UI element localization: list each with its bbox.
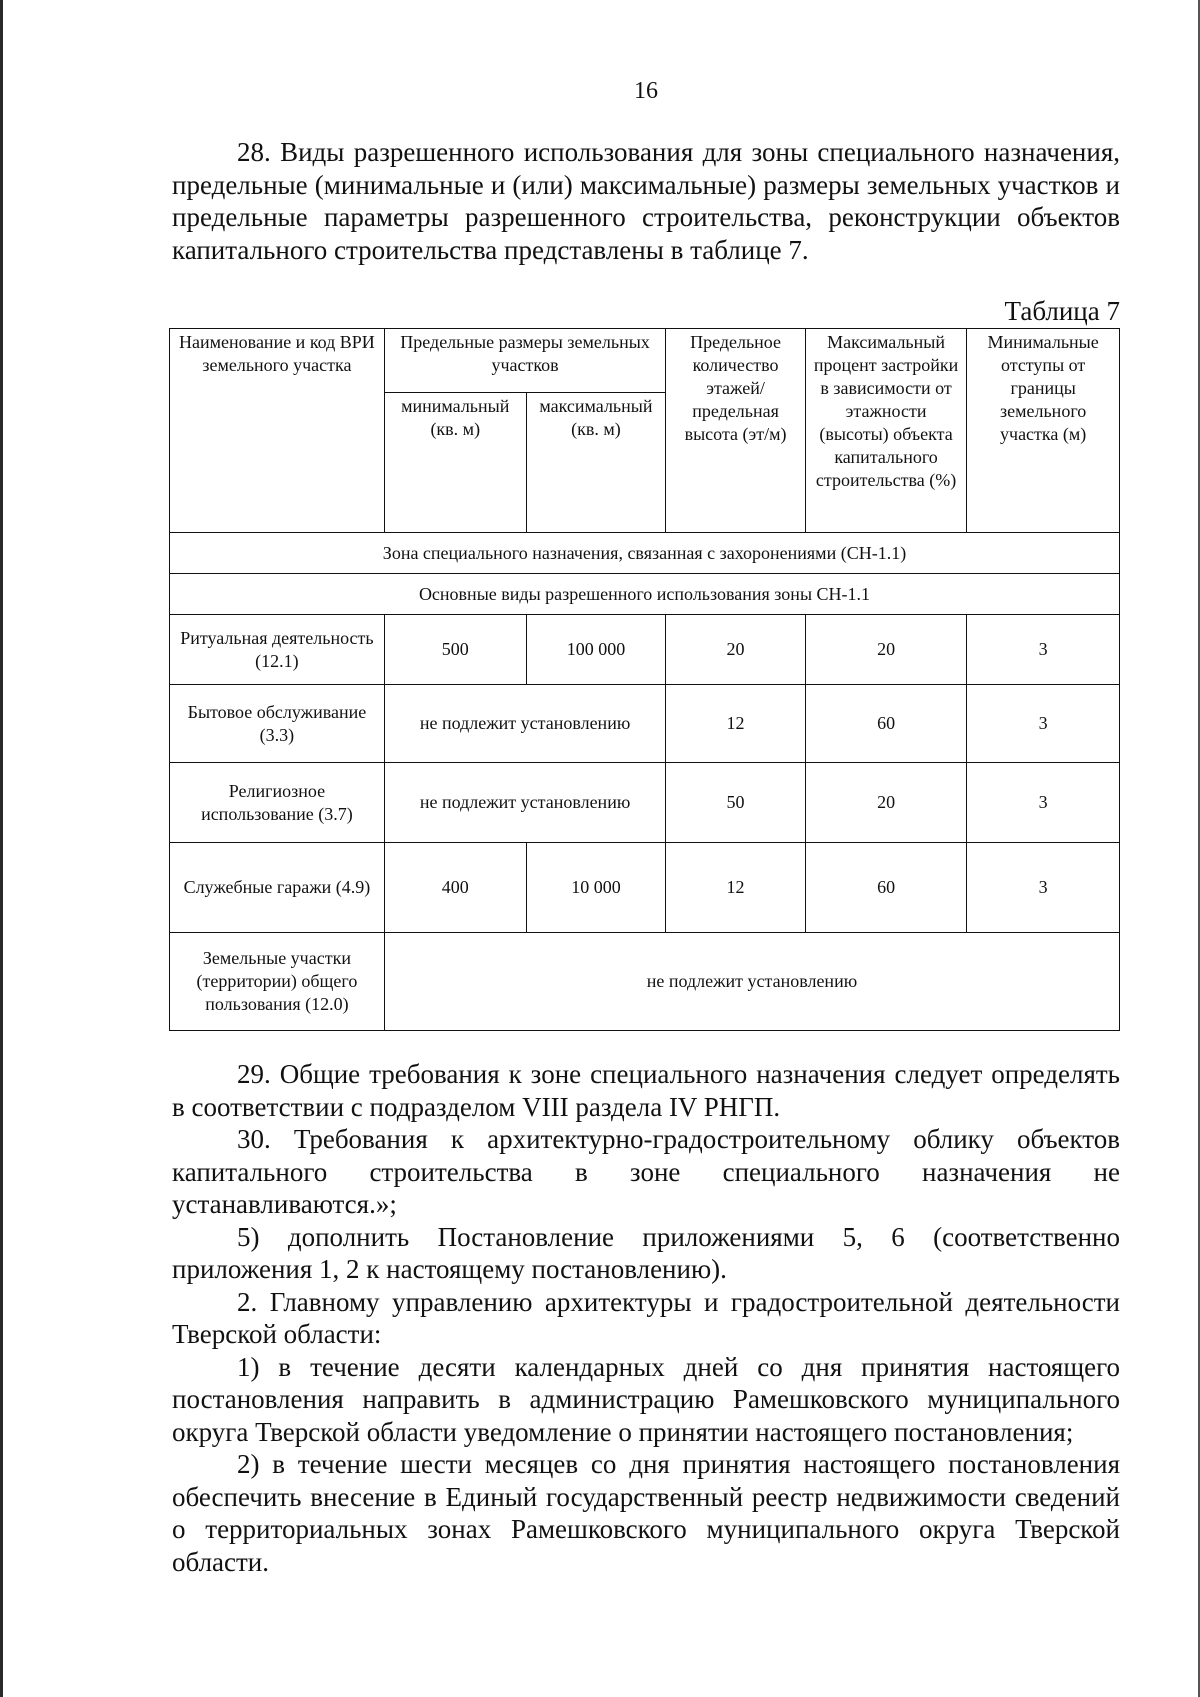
row-setback: 3	[967, 843, 1120, 933]
page-number: 16	[634, 78, 658, 104]
paragraph-28: 28. Виды разрешенного использования для зоны специального назначения, предельные (минимальные и (или) максимальные) размеры земельных участков и предельные параметры разрешенного строительства, реконструкции объектов капитального строительства представлены в таблице 7.	[172, 137, 1120, 265]
closing-block	[172, 1058, 1120, 1578]
table-caption: Таблица 7	[1004, 296, 1120, 326]
row-setback: 3	[967, 763, 1120, 843]
row-max: 100 000	[526, 615, 666, 685]
header-min: минимальный (кв. м)	[384, 393, 526, 533]
row-coverage: 20	[805, 763, 966, 843]
table-row	[170, 685, 1120, 763]
row-name: Бытовое обслуживание (3.3)	[170, 685, 385, 763]
header-setbacks: Минимальные отступы от границы земельного участка (м)	[967, 329, 1120, 533]
row-floors: 20	[666, 615, 806, 685]
row-name: Религиозное использование (3.7)	[170, 763, 385, 843]
header-name: Наименование и код ВРИ земельного участка	[170, 329, 385, 533]
row-floors: 12	[666, 843, 806, 933]
row-floors: 12	[666, 685, 806, 763]
section-title: Основные виды разрешенного использования зоны СН-1.1	[170, 574, 1120, 615]
row-name: Ритуальная деятельность (12.1)	[170, 615, 385, 685]
row-size-merged: не подлежит установлению	[384, 763, 665, 843]
row-coverage: 60	[805, 685, 966, 763]
row-min: 500	[384, 615, 526, 685]
paragraph-29: 29. Общие требования к зоне специального назначения следует определять в соответствии с подразделом VIII раздела IV РНГП.	[172, 1059, 1120, 1122]
paragraph-30: 30. Требования к архитектурно-градостроительному облику объектов капитального строительства в зоне специального назначения не устанавливаются.»;	[172, 1124, 1120, 1219]
row-setback: 3	[967, 685, 1120, 763]
table-row	[170, 933, 1120, 1031]
paragraph-2: 2. Главному управлению архитектуры и градостроительной деятельности Тверской области:	[172, 1286, 1120, 1349]
header-max: максимальный (кв. м)	[526, 393, 666, 533]
zone-title: Зона специального назначения, связанная с захоронениями (СН-1.1)	[170, 533, 1120, 574]
intro-block	[172, 136, 1120, 266]
table-row	[170, 763, 1120, 843]
header-floors: Предельное количество этажей/ предельная высота (эт/м)	[666, 329, 806, 533]
row-max: 10 000	[526, 843, 666, 933]
table-row	[170, 615, 1120, 685]
row-min: 400	[384, 843, 526, 933]
row-coverage: 60	[805, 843, 966, 933]
header-coverage: Максимальный процент застройки в зависимости от этажности (высоты) объекта капитального строительства (%)	[805, 329, 966, 533]
scan-edge-left	[0, 0, 3, 1697]
zoning-table	[169, 328, 1120, 1031]
table-row	[170, 843, 1120, 933]
row-floors: 50	[666, 763, 806, 843]
row-size-merged: не подлежит установлению	[384, 685, 665, 763]
row-name: Служебные гаражи (4.9)	[170, 843, 385, 933]
paragraph-item-5: 5) дополнить Постановление приложениями 5, 6 (соответственно приложения 1, 2 к настоящему постановлению).	[172, 1221, 1120, 1284]
header-sizes: Предельные размеры земельных участков	[384, 329, 665, 393]
row-name: Земельные участки (территории) общего пользования (12.0)	[170, 933, 385, 1031]
row-all-merged: не подлежит установлению	[384, 933, 1119, 1031]
row-setback: 3	[967, 615, 1120, 685]
row-coverage: 20	[805, 615, 966, 685]
paragraph-2-2: 2) в течение шести месяцев со дня принятия настоящего постановления обеспечить внесение в Единый государственный реестр недвижимости сведений о территориальных зонах Рамешковского муниципального округа Тверской области.	[172, 1449, 1120, 1577]
paragraph-2-1: 1) в течение десяти календарных дней со дня принятия настоящего постановления направить в администрацию Рамешковского муниципального округа Тверской области уведомление о принятии настоящего постановления;	[172, 1351, 1120, 1447]
